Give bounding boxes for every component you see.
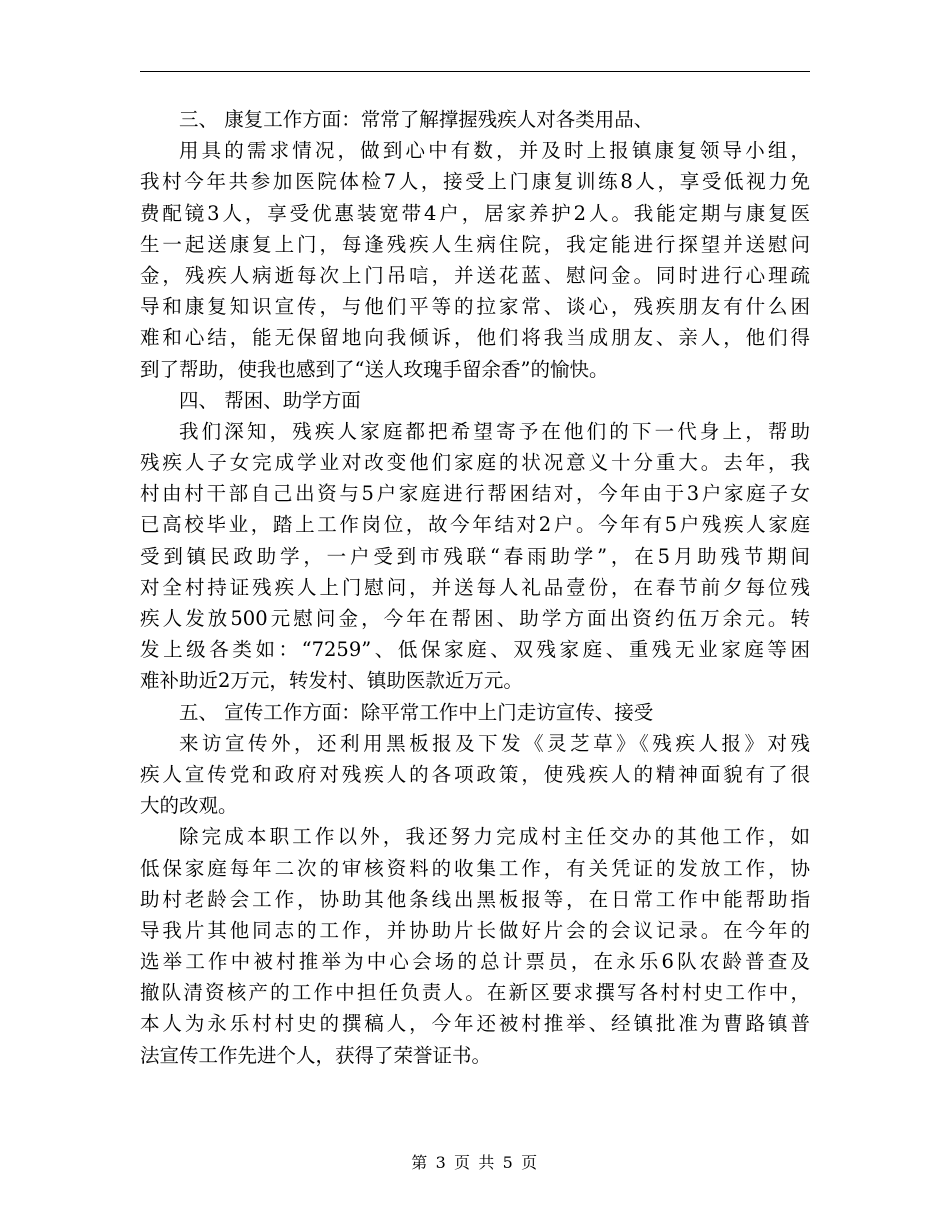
text-line: 四、 帮困、助学方面 (179, 388, 361, 412)
text-line: 村由村干部自己出资与5户家庭进行帮困结对，今年由于3户家庭子女 (140, 482, 810, 506)
text-line: 金，残疾人病逝每次上门吊唁，并送花蓝、慰问金。同时进行心理疏 (140, 263, 810, 287)
text-line: 用具的需求情况，做到心中有数，并及时上报镇康复领导小组， (179, 139, 810, 163)
text-line: 导我片其他同志的工作，并协助片长做好片会的会议记录。在今年的 (140, 918, 810, 942)
text-line: 发上级各类如：“7259”、低保家庭、双残家庭、重残无业家庭等困 (140, 638, 810, 662)
text-line: 法宣传工作先进个人，获得了荣誉证书。 (140, 1043, 492, 1067)
text-line: 疾人发放500元慰问金，今年在帮困、助学方面出资约伍万余元。转 (140, 607, 810, 630)
text-line: 难和心结，能无保留地向我倾诉，他们将我当成朋友、亲人，他们得 (140, 326, 810, 350)
text-line: 撤队清资核产的工作中担任负责人。在新区要求撰写各村村史工作中， (140, 981, 810, 1005)
text-line: 大的改观。 (140, 794, 238, 818)
text-line: 到了帮助，使我也感到了“送人玫瑰手留余香”的愉快。 (140, 357, 609, 381)
document-body (140, 104, 810, 1071)
text-line: 低保家庭每年二次的审核资料的收集工作，有关凭证的发放工作，协 (140, 856, 810, 880)
text-line: 对全村持证残疾人上门慰问，并送每人礼品壹份，在春节前夕每位残 (140, 575, 810, 599)
text-line: 来访宣传外，还利用黑板报及下发《灵芝草》《残疾人报》对残 (179, 731, 810, 755)
text-line: 费配镜3人，享受优惠装宽带4户，居家养护2人。我能定期与康复医 (140, 201, 810, 225)
text-line: 助村老龄会工作，协助其他条线出黑板报等，在日常工作中能帮助指 (140, 887, 810, 911)
text-line: 残疾人子女完成学业对改变他们家庭的状况意义十分重大。去年，我 (140, 451, 810, 475)
text-line: 我村今年共参加医院体检7人，接受上门康复训练8人，享受低视力免 (140, 170, 810, 194)
header-rule (140, 71, 810, 72)
text-line: 五、 宣传工作方面：除平常工作中上门走访宣传、接受 (179, 700, 654, 724)
text-line: 受到镇民政助学，一户受到市残联“春雨助学”，在5月助残节期间 (140, 544, 810, 568)
text-line: 三、 康复工作方面：常常了解撑握残疾人对各类用品、 (179, 108, 654, 131)
text-line: 疾人宣传党和政府对残疾人的各项政策，使残疾人的精神面貌有了很 (140, 762, 810, 786)
text-line: 选举工作中被村推举为中心会场的总计票员，在永乐6队农龄普查及 (140, 950, 810, 974)
text-line: 导和康复知识宣传，与他们平等的拉家常、谈心，残疾朋友有什么困 (140, 295, 810, 319)
text-line: 生一起送康复上门，每逢残疾人生病住院，我定能进行探望并送慰问 (140, 232, 810, 256)
text-line: 已高校毕业，踏上工作岗位，故今年结对2户。今年有5户残疾人家庭 (140, 513, 810, 537)
text-line: 除完成本职工作以外，我还努力完成村主任交办的其他工作，如 (179, 825, 810, 849)
page-footer: 第 3 页 共 5 页 (411, 1153, 539, 1172)
text-line: 我们深知，残疾人家庭都把希望寄予在他们的下一代身上，帮助 (179, 419, 810, 443)
text-line: 难补助近2万元，转发村、镇助医款近万元。 (140, 669, 523, 693)
text-line: 本人为永乐村村史的撰稿人，今年还被村推举、经镇批准为曹路镇普 (140, 1012, 810, 1036)
